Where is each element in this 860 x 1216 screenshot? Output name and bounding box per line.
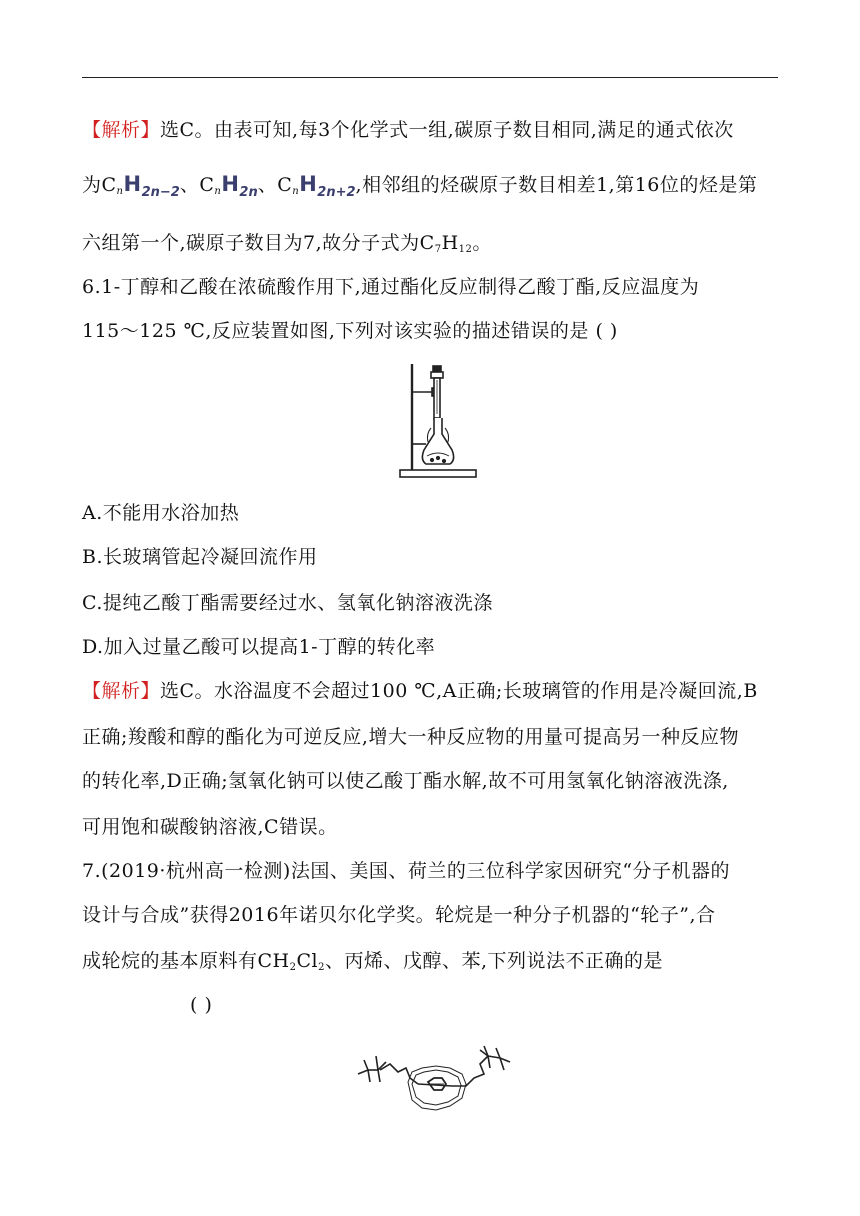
formula-image-3: $H_{2n+2}$ xyxy=(299,172,356,200)
q6-stem-line2: 115～125 ℃,反应装置如图,下列对该实验的描述错误的是 ( ) xyxy=(82,320,618,342)
reflux-apparatus-figure xyxy=(398,358,478,482)
analysis-tag: 【解析】 xyxy=(82,119,161,141)
q6-option-b: B.长玻璃管起冷凝回流作用 xyxy=(82,546,318,568)
formula-image-2: $H_{2n}$ xyxy=(221,172,258,200)
rotaxane-structure-figure xyxy=(356,1042,512,1124)
analysis2-line3: 的转化率,D正确;氢氧化钠可以使乙酸丁酯水解,故不可用氢氧化钠溶液洗涤, xyxy=(82,770,729,792)
analysis2-line2: 正确;羧酸和醇的酯化为可逆反应,增大一种反应物的用量可提高另一种反应物 xyxy=(82,726,739,748)
analysis2-line4: 可用饱和碳酸钠溶液,C错误。 xyxy=(82,816,338,838)
q6-option-a: A.不能用水浴加热 xyxy=(82,502,240,524)
q7-stem-line1: 7.(2019·杭州高一检测)法国、美国、荷兰的三位科学家因研究“分子机器的 xyxy=(82,860,731,882)
q6-option-d: D.加入过量乙酸可以提高1-丁醇的转化率 xyxy=(82,636,436,658)
analysis-tag: 【解析】 xyxy=(82,680,161,702)
formula-image-1: $H_{2n-2}$ xyxy=(123,172,180,200)
q7-stem-line2: 设计与合成”获得2016年诺贝尔化学奖。轮烷是一种分子机器的“轮子”,合 xyxy=(82,904,716,926)
analysis1-line1: 【解析】选C。由表可知,每3个化学式一组,碳原子数目相同,满足的通式依次 xyxy=(82,119,734,141)
analysis2-line1: 【解析】选C。水浴温度不会超过100 ℃,A正确;长玻璃管的作用是冷凝回流,B xyxy=(82,680,758,702)
q6-stem-line1: 6.1-丁醇和乙酸在浓硫酸作用下,通过酯化反应制得乙酸丁酯,反应温度为 xyxy=(82,276,700,298)
q7-stem-line3: 成轮烷的基本原料有$CH_2Cl_2$、丙烯、戊醇、苯,下列说法不正确的是 xyxy=(82,950,664,973)
q7-answer-bracket: ( ) xyxy=(190,994,213,1016)
analysis1-line2: 为CnH$_{2n-2}$、CnH$_{2n}$、CnH$_{2n+2}$,相邻组的烃碳原子数目相差1,第16位的烃是第 xyxy=(82,172,758,200)
header-rule xyxy=(82,77,778,78)
q6-option-c: C.提纯乙酸丁酯需要经过水、氢氧化钠溶液洗涤 xyxy=(82,592,493,614)
analysis1-line3: 六组第一个,碳原子数目为7,故分子式为$C_7H_{12}$。 xyxy=(82,232,492,255)
